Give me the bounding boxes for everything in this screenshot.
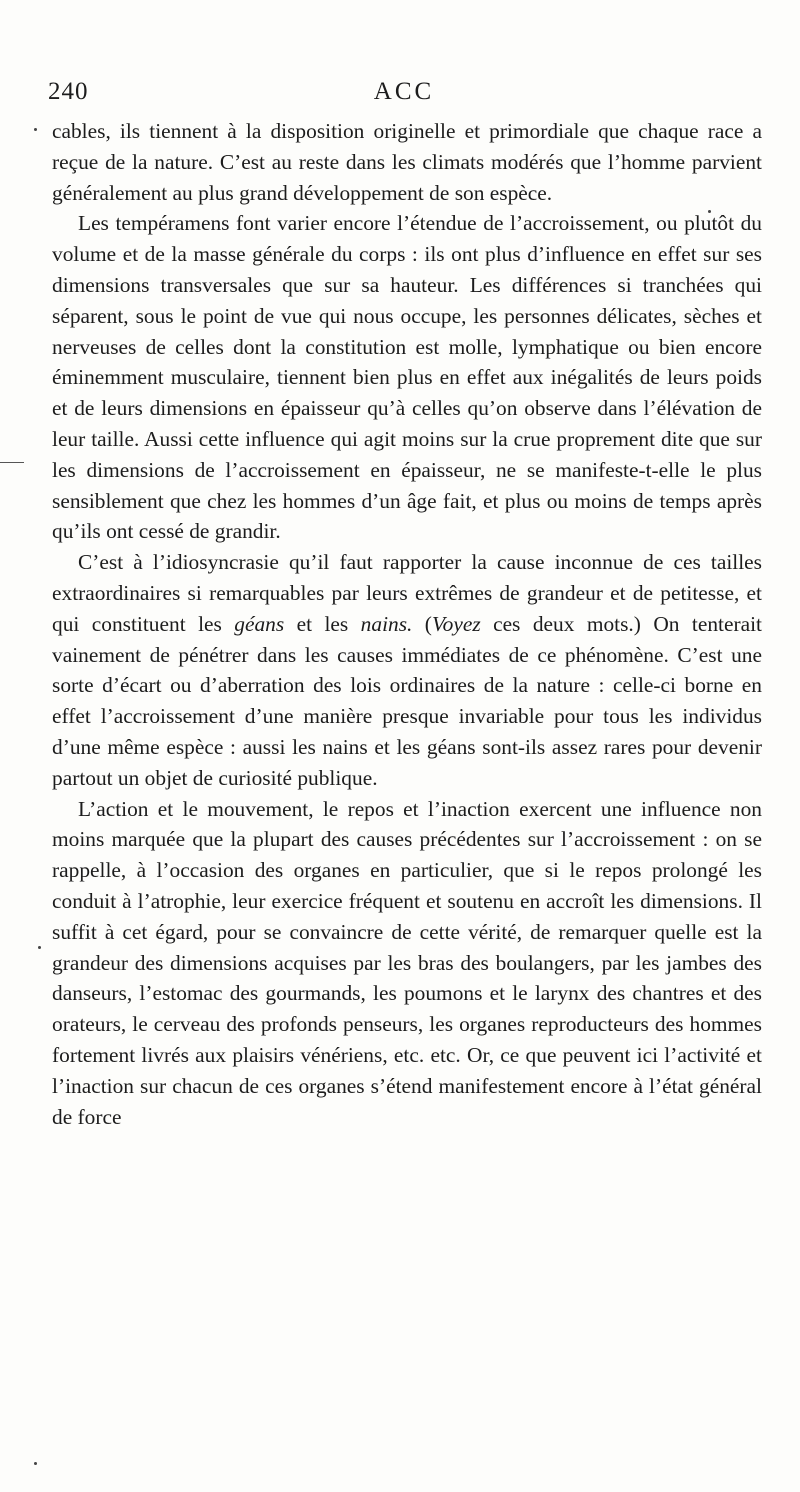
text-run: ces deux mots.) On tenterait vainement de pénétrer dans les causes immédiates de ce phénomène. C’est une sorte d’écart ou d’aberration des lois ordinaires de la nature : celle-ci borne en effet l’accroissement d’une manière presque invariable pour tous les individus d’une même espèce : aussi les nains et les géans sont-ils assez rares pour devenir partout un objet de curiosité publique. [52,611,762,790]
italic-term-geans: géans [234,611,285,636]
body-text [52,116,762,1132]
italic-term-voyez: Voyez [431,611,481,636]
paragraph-continuation [52,116,762,208]
text-run: C’est à l’idiosyncrasie qu’il faut rapporter la cause inconnue de ces tailles extraordinaires si remarquables par leurs extrêmes de grandeur et de petitesse, et qui constituent les [52,550,762,636]
running-headword: ACC [373,78,435,105]
text-run: ( [412,611,432,636]
print-speck [38,946,41,949]
paragraph-idiosyncrasie [52,547,762,793]
print-speck [34,1462,37,1465]
text-run: et les [284,611,361,636]
page-number: 240 [48,78,89,105]
italic-term-nains: nains. [360,611,413,636]
print-speck [34,128,37,131]
margin-mark [0,462,24,463]
running-head [48,78,760,118]
text-run: Les tempéramens font varier encore l’étendue de l’accroissement, ou plutôt du volume et de la masse générale du corps : ils ont plus d’influence en effet sur ses dimensions transversales que sur sa hauteur. Les différences si tranchées qui séparent, sous le point de vue qui nous occupe, les personnes délicates, sèches et nerveuses de celles dont la constitution est molle, lymphatique ou bien encore éminemment musculaire, tiennent bien plus en effet aux inégalités de leurs poids et de leurs dimensions en épaisseur qu’à celles qu’on observe dans l’élévation de leur taille. Aussi cette influence qui agit moins sur la crue proprement dite que sur les dimensions de l’accroissement en épaisseur, ne se manifeste-t-elle le plus sensiblement que chez les hommes d’un âge fait, et plus ou moins de temps après qu’ils ont cessé de grandir. [52,211,762,544]
paragraph-action-mouvement [52,794,762,1133]
paragraph-temperaments [52,208,762,547]
text-run: L’action et le mouvement, le repos et l’inaction exercent une influence non moins marquée que la plupart des causes précédentes sur l’accroissement : on se rappelle, à l’occasion des organes en particulier, que si le repos prolongé les conduit à l’atrophie, leur exercice fréquent et soutenu en accroît les dimensions. Il suffit à cet égard, pour se convaincre de cette vérité, de remarquer quelle est la grandeur des dimensions acquises par les bras des boulangers, par les jambes des danseurs, l’estomac des gourmands, les poumons et le larynx des chantres et des orateurs, le cerveau des profonds penseurs, les organes reproducteurs des hommes fortement livrés aux plaisirs vénériens, etc. etc. Or, ce que peuvent ici l’activité et l’inaction sur chacun de ces organes s’étend manifestement encore à l’état général de force [52,796,762,1129]
text-run: cables, ils tiennent à la disposition originelle et primordiale que chaque race a reçue de la nature. C’est au reste dans les climats modérés que l’homme parvient généralement au plus grand développement de son espèce. [52,119,762,205]
